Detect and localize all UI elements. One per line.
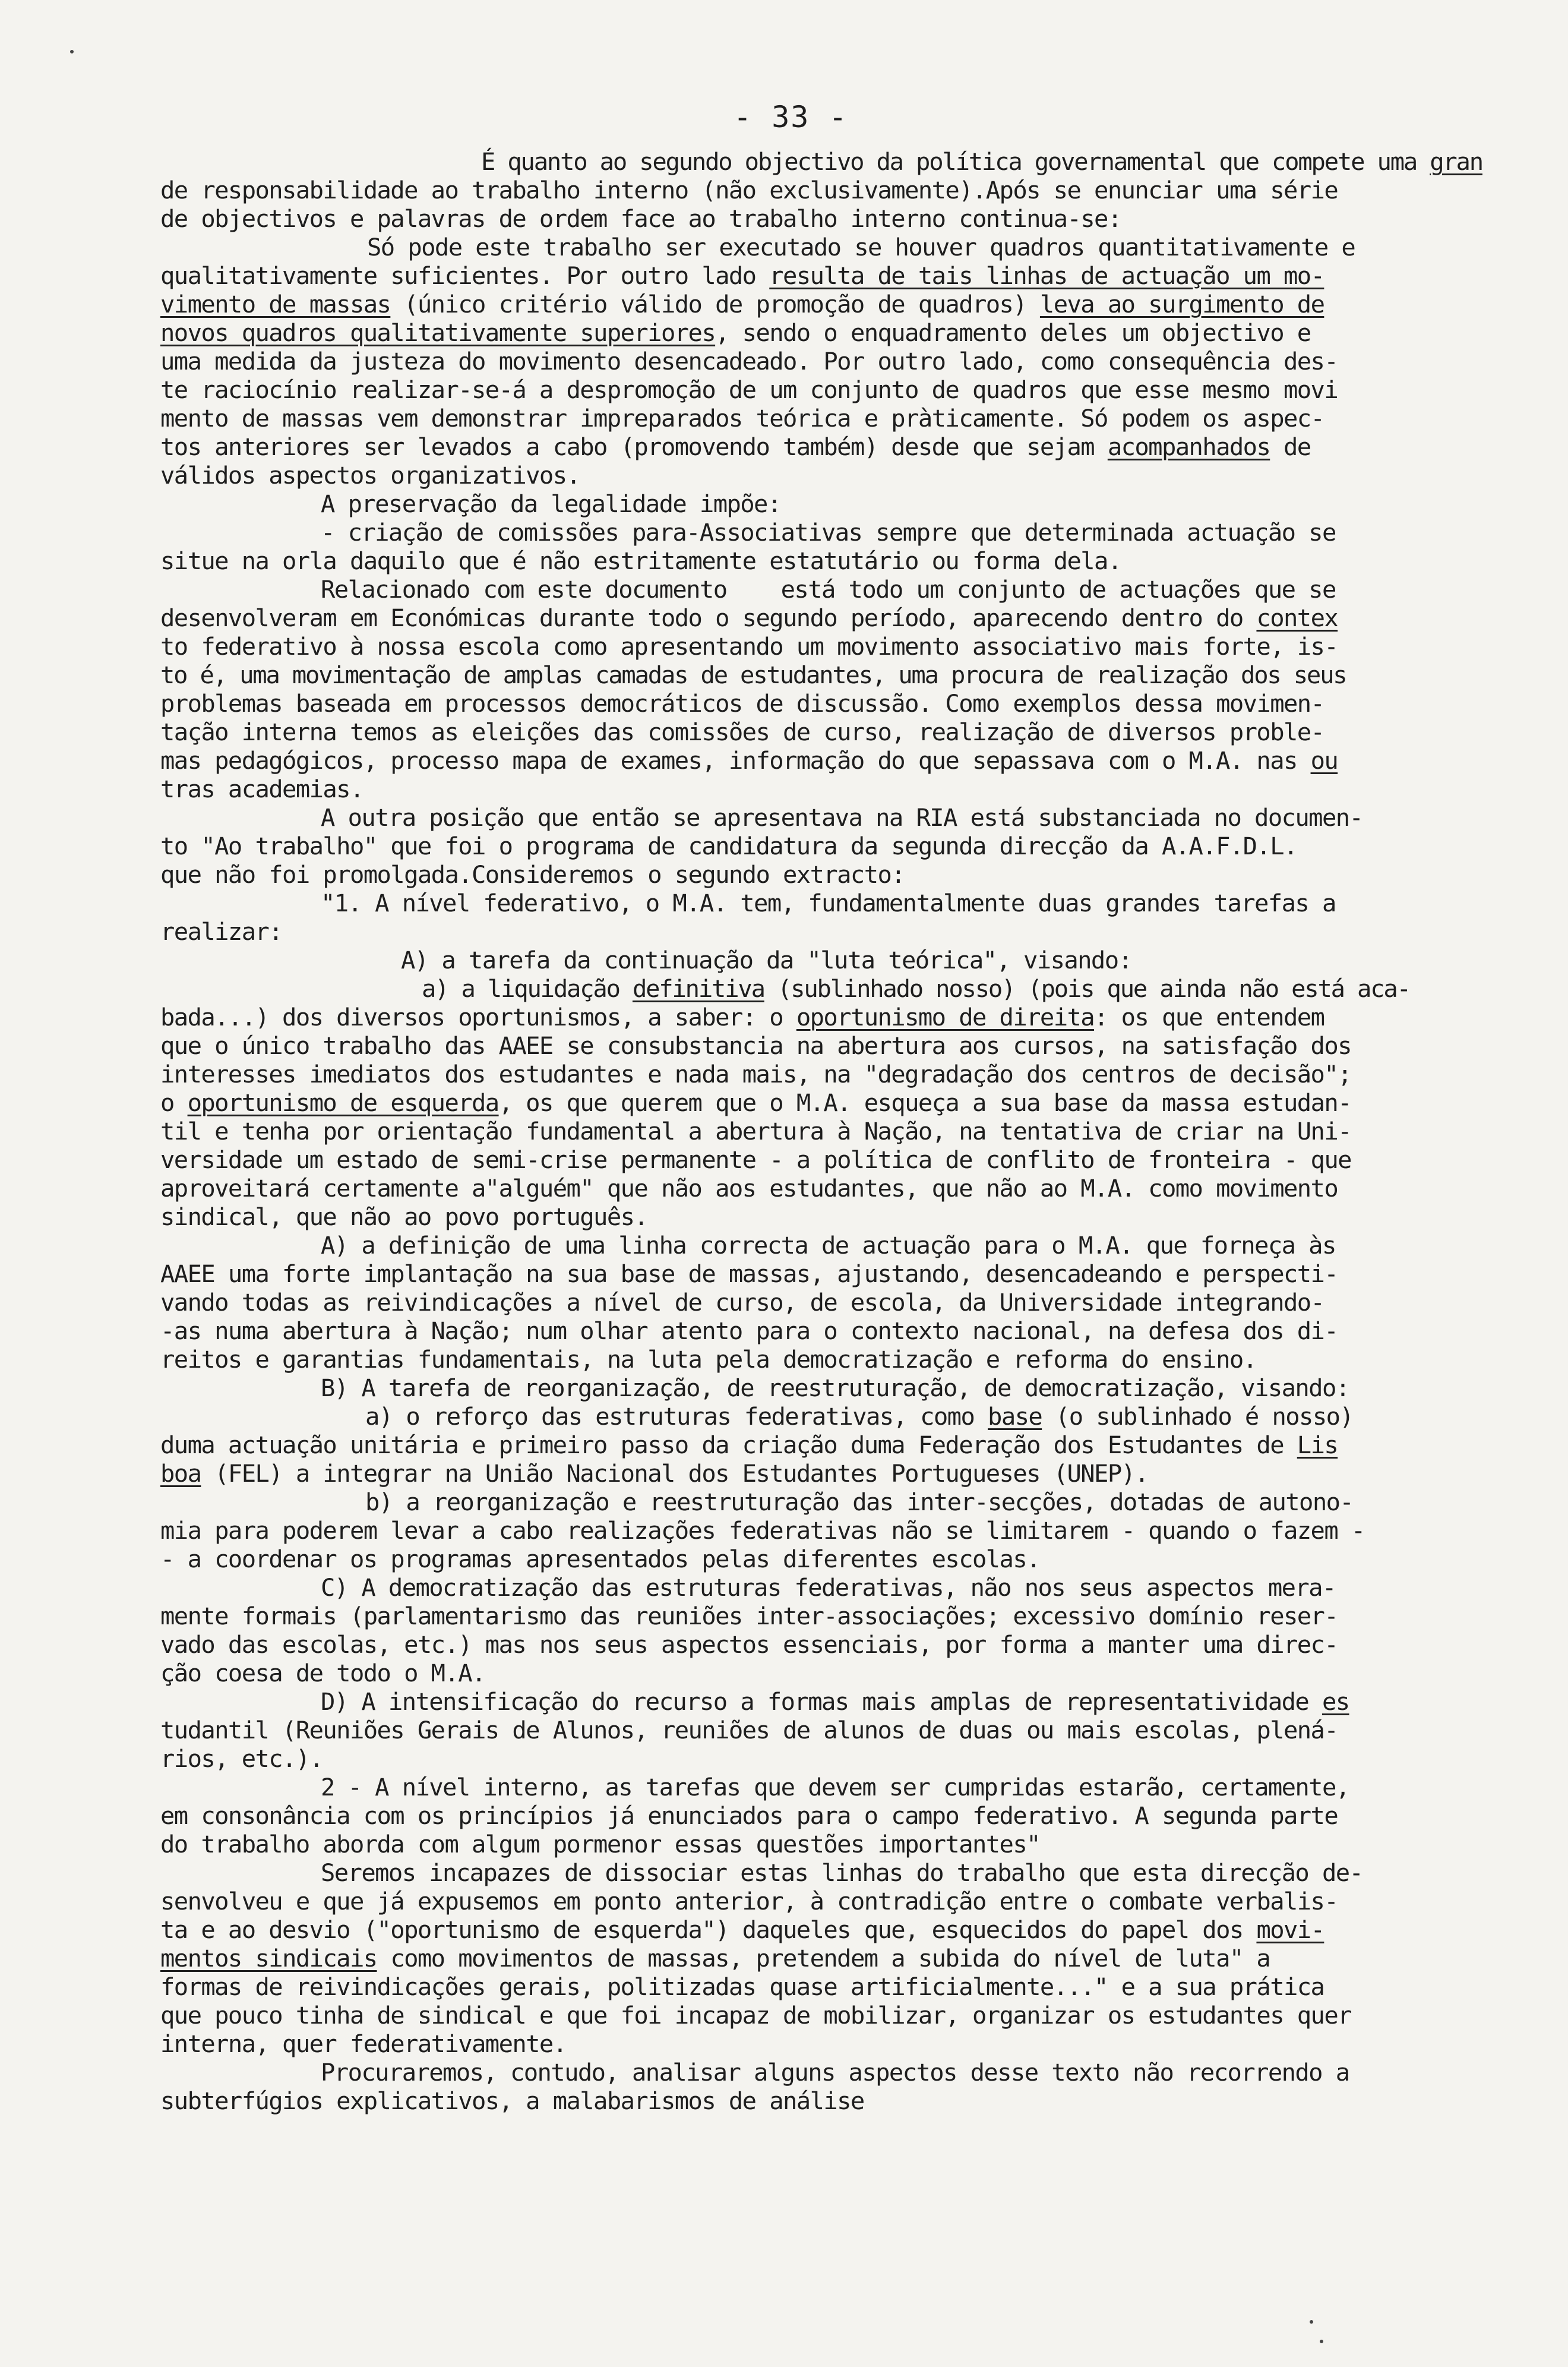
text-run: subterfúgios explicativos, a malabarismos de análise <box>160 2087 864 2115</box>
underlined-text: leva ao surgimento de <box>1039 290 1324 318</box>
paper-speck <box>70 50 74 53</box>
text-run: mas pedagógicos, processo mapa de exames, informação do que sepassava com o M.A. nas <box>160 746 1311 775</box>
text-line <box>160 1003 1467 1031</box>
text-line <box>160 547 1467 575</box>
text-line <box>160 1402 1568 1431</box>
text-run: (único critério válido de promoção de quadros) <box>390 290 1040 318</box>
text-line <box>160 1231 1568 1260</box>
text-run: vando todas as reivindicações a nível de curso, de escola, da Universidade integrando- <box>160 1288 1324 1317</box>
text-line <box>160 1744 1467 1773</box>
paper-speck <box>1320 2340 1323 2343</box>
underlined-text: oportunismo de direita <box>796 1003 1095 1031</box>
text-run: A preservação da legalidade impõe: <box>321 490 781 518</box>
text-line <box>160 860 1467 889</box>
text-run: AAEE uma forte implantação na sua base de massas, ajustando, desencadeando e perspecti- <box>160 1260 1338 1288</box>
text-line <box>160 889 1568 917</box>
underlined-text: contex <box>1256 604 1338 632</box>
text-line <box>160 1630 1467 1659</box>
text-line <box>160 1431 1467 1459</box>
text-line <box>160 1915 1467 1944</box>
text-line <box>160 1203 1467 1231</box>
text-run: to "Ao trabalho" que foi o programa de candidatura da segunda direcção da A.A.F.D.L. <box>160 832 1297 860</box>
text-run: Relacionado com este documento está todo um conjunto de actuações que se <box>321 575 1336 604</box>
text-run: C) A democratização das estruturas federativas, não nos seus aspectos mera- <box>321 1573 1336 1602</box>
text-run: de <box>1270 433 1311 461</box>
text-run: É quanto ao segundo objectivo da política governamental que compete uma <box>481 147 1430 176</box>
text-run: to é, uma movimentação de amplas camadas de estudantes, uma procura de realização dos seus <box>160 661 1346 689</box>
text-run: duma actuação unitária e primeiro passo da criação duma Federação dos Estudantes de <box>160 1431 1297 1459</box>
underlined-text: Lis <box>1297 1431 1338 1459</box>
text-run: - a coordenar os programas apresentados pelas diferentes escolas. <box>160 1545 1040 1573</box>
text-line <box>160 147 1568 176</box>
text-run: "1. A nível federativo, o M.A. tem, fundamentalmente duas grandes tarefas a <box>321 889 1336 917</box>
text-line <box>160 1801 1467 1830</box>
text-line <box>160 1687 1568 1716</box>
text-line <box>160 290 1467 318</box>
text-line <box>160 1317 1467 1345</box>
text-run: -as numa abertura à Nação; num olhar atento para o contexto nacional, na defesa dos di- <box>160 1317 1338 1345</box>
underlined-text: gran <box>1430 147 1482 176</box>
underlined-text: ou <box>1310 746 1338 775</box>
text-line <box>160 803 1568 832</box>
underlined-text: novos quadros qualitativamente superiores <box>160 318 716 347</box>
text-run: - criação de comissões para-Associativas sempre que determinada actuação se <box>321 518 1336 547</box>
text-line <box>160 1545 1467 1573</box>
text-run: b) a reorganização e reestruturação das inter-secções, dotadas de autono- <box>365 1488 1354 1516</box>
text-run: que não foi promolgada.Consideremos o segundo extracto: <box>160 860 905 889</box>
text-line <box>160 347 1467 375</box>
text-run: problemas baseada em processos democráticos de discussão. Como exemplos dessa movimen- <box>160 689 1324 718</box>
text-run: mia para poderem levar a cabo realizações federativas não se limitarem - quando o fazem - <box>160 1516 1365 1545</box>
text-line <box>160 204 1467 233</box>
text-line <box>160 689 1467 718</box>
text-line <box>160 2087 1467 2115</box>
text-line <box>160 1602 1467 1630</box>
text-run: tudantil (Reuniões Gerais de Alunos, reuniões de alunos de duas ou mais escolas, plená- <box>160 1716 1338 1744</box>
text-run: te raciocínio realizar-se-á a despromoção de um conjunto de quadros que esse mesmo movi <box>160 375 1338 404</box>
text-run: aproveitará certamente a"alguém" que não aos estudantes, que não ao M.A. como movimento <box>160 1174 1338 1203</box>
text-line <box>160 1659 1467 1687</box>
underlined-text: definitiva <box>632 974 764 1003</box>
paper-speck <box>1310 2320 1313 2324</box>
underlined-text: oportunismo de esquerda <box>187 1088 499 1117</box>
text-run: ta e ao desvio ("oportunismo de esquerda") daqueles que, esquecidos do papel dos <box>160 1915 1257 1944</box>
text-run: realizar: <box>160 917 283 946</box>
text-run: , os que querem que o M.A. esqueça a sua base da massa estudan- <box>498 1088 1351 1117</box>
text-run: 2 - A nível interno, as tarefas que devem ser cumpridas estarão, certamente, <box>321 1773 1349 1801</box>
text-run: rios, etc.). <box>160 1744 323 1773</box>
text-run: de objectivos e palavras de ordem face ao trabalho interno continua-se: <box>160 204 1121 233</box>
text-line <box>160 632 1467 661</box>
text-line <box>160 1516 1467 1545</box>
text-run: desenvolveram em Económicas durante todo o segundo período, aparecendo dentro do <box>160 604 1257 632</box>
text-line <box>160 233 1568 261</box>
text-line <box>160 1459 1467 1488</box>
text-run: que o único trabalho das AAEE se consubstancia na abertura aos cursos, na satisfação dos <box>160 1031 1351 1060</box>
text-run: uma medida da justeza do movimento desencadeado. Por outro lado, como consequência des- <box>160 347 1338 375</box>
text-run: Só pode este trabalho ser executado se houver quadros quantitativamente e <box>367 233 1355 261</box>
text-run: tos anteriores ser levados a cabo (promovendo também) desde que sejam <box>160 433 1108 461</box>
text-line <box>160 518 1568 547</box>
text-line <box>160 1031 1467 1060</box>
text-run: versidade um estado de semi-crise permanente - a política de conflito de fronteira - que <box>160 1145 1351 1174</box>
underlined-text: vimento de massas <box>160 290 391 318</box>
text-line <box>160 1488 1568 1516</box>
text-run: formas de reivindicações gerais, politizadas quase artificialmente..." e a sua prática <box>160 1972 1324 2001</box>
text-line <box>160 1288 1467 1317</box>
text-line <box>160 1858 1568 1887</box>
text-line <box>160 946 1568 974</box>
text-line <box>160 2030 1467 2058</box>
text-line <box>160 832 1467 860</box>
text-run: do trabalho aborda com algum pormenor essas questões importantes" <box>160 1830 1040 1858</box>
text-run: A) a definição de uma linha correcta de actuação para o M.A. que forneça às <box>321 1231 1336 1260</box>
underlined-text: boa <box>160 1459 201 1488</box>
text-line <box>160 1944 1467 1972</box>
text-line <box>160 1716 1467 1744</box>
text-run: Seremos incapazes de dissociar estas linhas do trabalho que esta direcção de- <box>321 1858 1363 1887</box>
text-line <box>160 1830 1467 1858</box>
text-line <box>160 1773 1568 1801</box>
text-line <box>160 1374 1568 1402</box>
text-run: a) o reforço das estruturas federativas, como <box>365 1402 988 1431</box>
text-run: A outra posição que então se apresentava na RIA está substanciada no documen- <box>321 803 1363 832</box>
text-line <box>160 1088 1467 1117</box>
text-line <box>160 1060 1467 1088</box>
text-line <box>160 974 1568 1003</box>
text-line <box>160 575 1568 604</box>
text-line <box>160 433 1467 461</box>
text-run: A) a tarefa da continuação da "luta teórica", visando: <box>401 946 1132 974</box>
text-line <box>160 2058 1568 2087</box>
text-run: (o sublinhado é nosso) <box>1042 1402 1354 1431</box>
page-number: - 33 - <box>734 100 848 134</box>
underlined-text: acompanhados <box>1107 433 1270 461</box>
text-run: como movimentos de massas, pretendem a subida do nível de luta" a <box>377 1944 1270 1972</box>
text-line <box>160 746 1467 775</box>
text-line <box>160 490 1568 518</box>
text-run: tação interna temos as eleições das comissões de curso, realização de diversos proble- <box>160 718 1324 746</box>
text-run: D) A intensificação do recurso a formas mais amplas de representatividade <box>321 1687 1322 1716</box>
text-run: em consonância com os princípios já enunciados para o campo federativo. A segunda parte <box>160 1801 1338 1830</box>
text-line <box>160 1972 1467 2001</box>
text-line <box>160 1145 1467 1174</box>
text-line <box>160 1573 1568 1602</box>
text-run: sindical, que não ao povo português. <box>160 1203 648 1231</box>
text-run: vado das escolas, etc.) mas nos seus aspectos essenciais, por forma a manter uma direc- <box>160 1630 1338 1659</box>
text-run: situe na orla daquilo que é não estritamente estatutário ou forma dela. <box>160 547 1121 575</box>
text-run: tras academias. <box>160 775 363 803</box>
text-line <box>160 1887 1467 1915</box>
text-line <box>160 461 1467 490</box>
text-line <box>160 917 1467 946</box>
text-run: to federativo à nossa escola como apresentando um movimento associativo mais forte, is- <box>160 632 1338 661</box>
text-run: qualitativamente suficientes. Por outro lado <box>160 261 770 290</box>
text-line <box>160 604 1467 632</box>
text-run: mento de massas vem demonstrar impreparados teórica e pràticamente. Só podem os aspec- <box>160 404 1324 433</box>
text-line <box>160 718 1467 746</box>
text-run: senvolveu e que já expusemos em ponto anterior, à contradição entre o combate verbalis- <box>160 1887 1338 1915</box>
text-run: (FEL) a integrar na União Nacional dos Estudantes Portugueses (UNEP). <box>201 1459 1149 1488</box>
text-run: B) A tarefa de reorganização, de reestruturação, de democratização, visando: <box>321 1374 1349 1402</box>
text-run: de responsabilidade ao trabalho interno (não exclusivamente).Após se enunciar uma série <box>160 176 1338 204</box>
text-run: interesses imediatos dos estudantes e nada mais, na "degradação dos centros de decisão"; <box>160 1060 1351 1088</box>
text-run: mente formais (parlamentarismo das reuniões inter-associações; excessivo domínio reser- <box>160 1602 1338 1630</box>
text-line <box>160 318 1467 347</box>
text-line <box>160 1260 1467 1288</box>
text-line <box>160 1117 1467 1145</box>
text-run: o <box>160 1088 188 1117</box>
text-run: ção coesa de todo o M.A. <box>160 1659 485 1687</box>
text-line <box>160 1345 1467 1374</box>
text-line <box>160 2001 1467 2030</box>
text-run: a) a liquidação <box>422 974 633 1003</box>
underlined-text: movi- <box>1256 1915 1324 1944</box>
underlined-text: es <box>1322 1687 1349 1716</box>
text-run: bada...) dos diversos oportunismos, a saber: o <box>160 1003 796 1031</box>
text-line <box>160 176 1467 204</box>
text-run: , sendo o enquadramento deles um objectivo e <box>715 318 1311 347</box>
text-line <box>160 375 1467 404</box>
text-line <box>160 661 1467 689</box>
text-line <box>160 404 1467 433</box>
underlined-text: mentos sindicais <box>160 1944 377 1972</box>
text-line <box>160 261 1467 290</box>
text-run: interna, quer federativamente. <box>160 2030 567 2058</box>
text-run: reitos e garantias fundamentais, na luta pela democratização e reforma do ensino. <box>160 1345 1257 1374</box>
text-run: : os que entendem <box>1094 1003 1324 1031</box>
text-run: que pouco tinha de sindical e que foi incapaz de mobilizar, organizar os estudantes quer <box>160 2001 1351 2030</box>
text-line <box>160 1174 1467 1203</box>
text-run: válidos aspectos organizativos. <box>160 461 580 490</box>
text-line <box>160 775 1467 803</box>
underlined-text: base <box>988 1402 1042 1431</box>
text-run: (sublinhado nosso) (pois que ainda não está aca- <box>764 974 1410 1003</box>
underlined-text: resulta de tais linhas de actuação um mo- <box>769 261 1324 290</box>
text-run: Procuraremos, contudo, analisar alguns aspectos desse texto não recorrendo a <box>321 2058 1349 2087</box>
text-run: til e tenha por orientação fundamental a abertura à Nação, na tentativa de criar na Uni- <box>160 1117 1351 1145</box>
